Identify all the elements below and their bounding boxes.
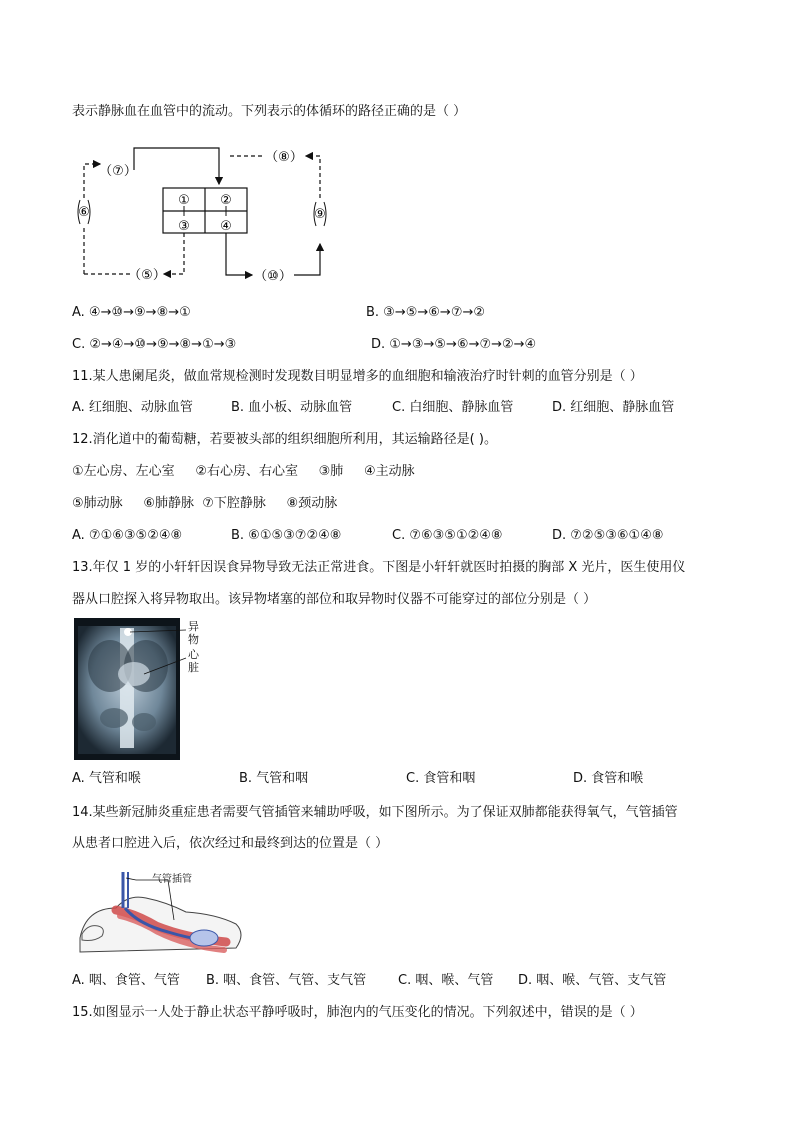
q14-option-c[interactable]: C. 咽、喉、气管 — [398, 973, 494, 988]
intubation-tube-label: 气管插管 — [152, 874, 192, 885]
q10-option-a[interactable]: A. ④→⑩→⑨→⑧→① — [72, 305, 191, 320]
q13-option-b[interactable]: B. 气管和咽 — [239, 771, 309, 786]
q14-option-a[interactable]: A. 咽、食管、气管 — [72, 973, 180, 988]
q10-option-c[interactable]: C. ②→④→⑩→⑨→⑧→①→③ — [72, 337, 237, 352]
chamber-1: ① — [178, 193, 190, 208]
q11-option-b[interactable]: B. 血小板、动脉血管 — [231, 400, 353, 415]
xray-label-heart: 心脏 — [188, 648, 199, 674]
chest-xray-image — [74, 618, 204, 760]
label-9: ⑨ — [314, 207, 326, 222]
chamber-4: ④ — [220, 219, 232, 234]
q12-option-a[interactable]: A. ⑦①⑥③⑤②④⑧ — [72, 528, 183, 543]
circulation-diagram — [72, 140, 342, 290]
q11-option-c[interactable]: C. 白细胞、静脉血管 — [392, 400, 514, 415]
q15-stem: 15.如图显示一人处于静止状态平静呼吸时，肺泡内的气压变化的情况。下列叙述中，错误的是（ ） — [72, 1005, 643, 1020]
label-8: （⑧） — [265, 150, 303, 165]
q10-option-d[interactable]: D. ①→③→⑤→⑥→⑦→②→④ — [371, 337, 537, 352]
chamber-2: ② — [220, 193, 232, 208]
q14-option-d[interactable]: D. 咽、喉、气管、支气管 — [518, 973, 667, 988]
q11-option-d[interactable]: D. 红细胞、静脉血管 — [552, 400, 675, 415]
chamber-3: ③ — [178, 219, 190, 234]
label-10: （⑩） — [254, 269, 292, 284]
label-6: ⑥ — [78, 205, 90, 220]
q13-option-a[interactable]: A. 气管和喉 — [72, 771, 141, 786]
q11-stem: 11.某人患阑尾炎，做血常规检测时发现数目明显增多的血细胞和输液治疗时针刺的血管分别是（ ） — [72, 369, 643, 384]
q13-option-c[interactable]: C. 食管和咽 — [406, 771, 476, 786]
q14-stem-line2: 从患者口腔进入后，依次经过和最终到达的位置是（ ） — [72, 836, 389, 851]
q12-option-c[interactable]: C. ⑦⑥③⑤①②④⑧ — [392, 528, 503, 543]
q13-stem-line1: 13.年仅 1 岁的小轩轩因误食异物导致无法正常进食。下图是小轩轩就医时拍摄的胸部 X 光片，医生使用仪 — [72, 560, 686, 575]
q13-option-d[interactable]: D. 食管和喉 — [573, 771, 644, 786]
q12-items-line2: ⑤肺动脉 ⑥肺静脉 ⑦下腔静脉 ⑧颈动脉 — [72, 496, 338, 511]
q14-stem-line1: 14.某些新冠肺炎重症患者需要气管插管来辅助呼吸，如下图所示。为了保证双肺都能获得氧气，气管插管 — [72, 805, 678, 820]
q10-option-b[interactable]: B. ③→⑤→⑥→⑦→② — [366, 305, 486, 320]
q12-option-d[interactable]: D. ⑦②⑤③⑥①④⑧ — [552, 528, 664, 543]
label-5: （⑤） — [128, 268, 166, 283]
xray-label-foreign-object: 异物 — [188, 620, 199, 646]
q13-stem-line2: 器从口腔探入将异物取出。该异物堵塞的部位和取异物时仪器不可能穿过的部位分别是（ ） — [72, 592, 597, 607]
q10-stem: 表示静脉血在血管中的流动。下列表示的体循环的路径正确的是（ ） — [72, 104, 467, 119]
label-7: （⑦） — [99, 164, 137, 179]
q12-items-line1: ①左心房、左心室 ②右心房、右心室 ③肺 ④主动脉 — [72, 464, 415, 479]
q14-option-b[interactable]: B. 咽、食管、气管、支气管 — [206, 973, 367, 988]
q12-stem: 12.消化道中的葡萄糖，若要被头部的组织细胞所利用，其运输路径是( )。 — [72, 432, 497, 447]
q12-option-b[interactable]: B. ⑥①⑤③⑦②④⑧ — [231, 528, 342, 543]
q11-option-a[interactable]: A. 红细胞、动脉血管 — [72, 400, 193, 415]
